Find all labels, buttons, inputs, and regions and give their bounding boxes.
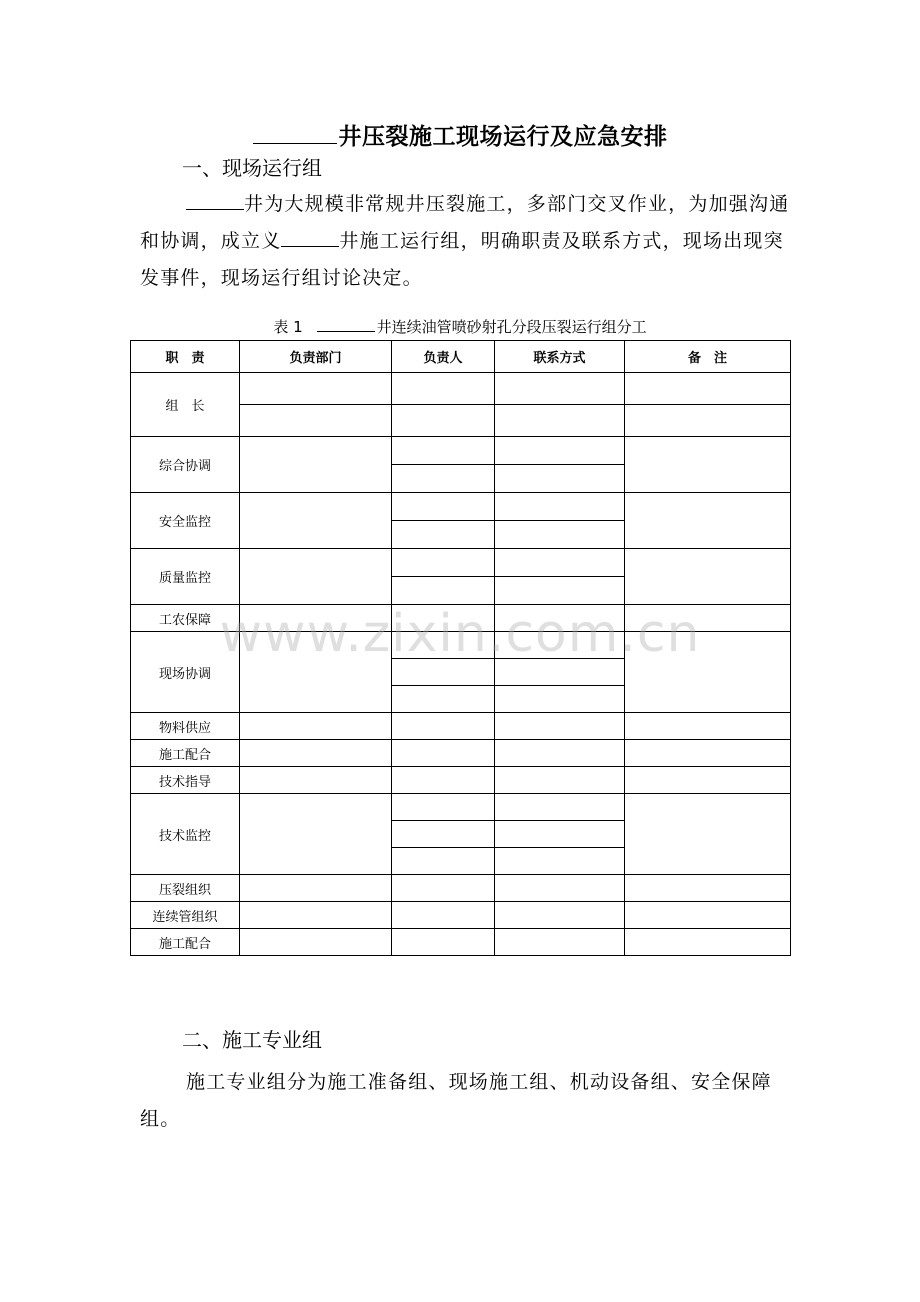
cell bbox=[240, 605, 392, 632]
cell bbox=[392, 902, 495, 929]
table-row bbox=[131, 549, 791, 577]
cell bbox=[495, 659, 625, 686]
table-row bbox=[131, 437, 791, 465]
cell bbox=[240, 632, 392, 713]
table-row bbox=[131, 902, 791, 929]
cell bbox=[240, 875, 392, 902]
cell bbox=[392, 929, 495, 956]
cell bbox=[495, 929, 625, 956]
cell bbox=[392, 821, 495, 848]
role-cell: 工农保障 bbox=[131, 605, 240, 632]
header-remarks: 备 注 bbox=[625, 341, 791, 373]
cell bbox=[240, 549, 392, 605]
title-text: 井压裂施工现场运行及应急安排 bbox=[338, 124, 668, 150]
duty-table bbox=[130, 340, 791, 956]
cell bbox=[495, 465, 625, 493]
cell bbox=[392, 465, 495, 493]
well-name-blank-2 bbox=[281, 230, 339, 247]
caption-prefix: 表 1 bbox=[273, 318, 303, 336]
cell bbox=[625, 767, 791, 794]
cell bbox=[495, 405, 625, 437]
cell bbox=[392, 493, 495, 521]
role-cell: 技术监控 bbox=[131, 794, 240, 875]
cell bbox=[392, 577, 495, 605]
section1-paragraph bbox=[140, 186, 792, 297]
role-cell: 施工配合 bbox=[131, 740, 240, 767]
section-heading-1: 一、现场运行组 bbox=[182, 156, 322, 180]
cell bbox=[625, 605, 791, 632]
cell bbox=[495, 437, 625, 465]
cell bbox=[625, 405, 791, 437]
cell bbox=[625, 902, 791, 929]
cell bbox=[240, 405, 392, 437]
cell bbox=[495, 686, 625, 713]
caption-blank-line bbox=[317, 317, 375, 332]
cell bbox=[392, 521, 495, 549]
cell bbox=[392, 740, 495, 767]
cell bbox=[495, 794, 625, 821]
role-cell: 组 长 bbox=[131, 373, 240, 437]
table-row bbox=[131, 740, 791, 767]
role-cell: 连续管组织 bbox=[131, 902, 240, 929]
cell bbox=[392, 848, 495, 875]
cell bbox=[392, 794, 495, 821]
cell bbox=[240, 902, 392, 929]
cell bbox=[625, 713, 791, 740]
cell bbox=[392, 686, 495, 713]
table-row bbox=[131, 493, 791, 521]
table-row bbox=[131, 794, 791, 821]
cell bbox=[625, 929, 791, 956]
cell bbox=[392, 632, 495, 659]
cell bbox=[625, 493, 791, 549]
table-row bbox=[131, 929, 791, 956]
cell bbox=[625, 373, 791, 405]
cell bbox=[495, 549, 625, 577]
cell bbox=[625, 632, 791, 713]
section2-text: 施工专业组分为施工准备组、现场施工组、机动设备组、安全保障组。 bbox=[140, 1071, 772, 1130]
cell bbox=[240, 373, 392, 405]
cell bbox=[392, 875, 495, 902]
cell bbox=[495, 632, 625, 659]
title-blank-line bbox=[253, 123, 337, 144]
cell bbox=[495, 740, 625, 767]
cell bbox=[495, 848, 625, 875]
cell bbox=[495, 373, 625, 405]
cell bbox=[495, 767, 625, 794]
cell bbox=[392, 767, 495, 794]
cell bbox=[240, 740, 392, 767]
cell bbox=[240, 794, 392, 875]
cell bbox=[495, 493, 625, 521]
section-heading-2: 二、施工专业组 bbox=[182, 1028, 322, 1052]
table-row bbox=[131, 632, 791, 659]
cell bbox=[240, 493, 392, 549]
role-cell: 安全监控 bbox=[131, 493, 240, 549]
table-row bbox=[131, 713, 791, 740]
cell bbox=[495, 577, 625, 605]
role-cell: 压裂组织 bbox=[131, 875, 240, 902]
table-row bbox=[131, 373, 791, 405]
role-cell: 物料供应 bbox=[131, 713, 240, 740]
cell bbox=[625, 549, 791, 605]
caption-text: 井连续油管喷砂射孔分段压裂运行组分工 bbox=[376, 318, 647, 336]
cell bbox=[625, 437, 791, 493]
cell bbox=[495, 821, 625, 848]
page-title bbox=[0, 118, 920, 151]
watermark: www.zixin.com.cn bbox=[219, 604, 701, 664]
cell bbox=[392, 605, 495, 632]
cell bbox=[240, 929, 392, 956]
table-caption bbox=[0, 316, 920, 337]
role-cell: 质量监控 bbox=[131, 549, 240, 605]
section2-paragraph bbox=[140, 1064, 792, 1138]
cell bbox=[240, 767, 392, 794]
cell bbox=[495, 902, 625, 929]
well-name-blank-1 bbox=[186, 193, 244, 210]
header-contact: 联系方式 bbox=[495, 341, 625, 373]
cell bbox=[240, 713, 392, 740]
cell bbox=[392, 373, 495, 405]
cell bbox=[240, 437, 392, 493]
cell bbox=[625, 875, 791, 902]
table-row bbox=[131, 605, 791, 632]
role-cell: 技术指导 bbox=[131, 767, 240, 794]
cell bbox=[495, 875, 625, 902]
role-cell: 施工配合 bbox=[131, 929, 240, 956]
cell bbox=[625, 794, 791, 875]
cell bbox=[392, 437, 495, 465]
role-cell: 现场协调 bbox=[131, 632, 240, 713]
cell bbox=[495, 605, 625, 632]
cell bbox=[495, 521, 625, 549]
table-header-row bbox=[131, 341, 791, 373]
role-cell: 综合协调 bbox=[131, 437, 240, 493]
cell bbox=[625, 740, 791, 767]
header-department: 负责部门 bbox=[240, 341, 392, 373]
header-duty: 职 责 bbox=[131, 341, 240, 373]
cell bbox=[392, 549, 495, 577]
table-row bbox=[131, 767, 791, 794]
para-part-1: 井为大规模非常规井压裂施工，多部门交叉作业，为加强沟通和协调，成立义 bbox=[140, 193, 790, 252]
cell bbox=[392, 405, 495, 437]
cell bbox=[495, 713, 625, 740]
cell bbox=[392, 713, 495, 740]
cell bbox=[392, 659, 495, 686]
table-row bbox=[131, 875, 791, 902]
header-person: 负责人 bbox=[392, 341, 495, 373]
para-part-2: 井施工运行组，明确职责及联系方式，现场出现突发事件，现场运行组讨论决定。 bbox=[140, 230, 784, 289]
